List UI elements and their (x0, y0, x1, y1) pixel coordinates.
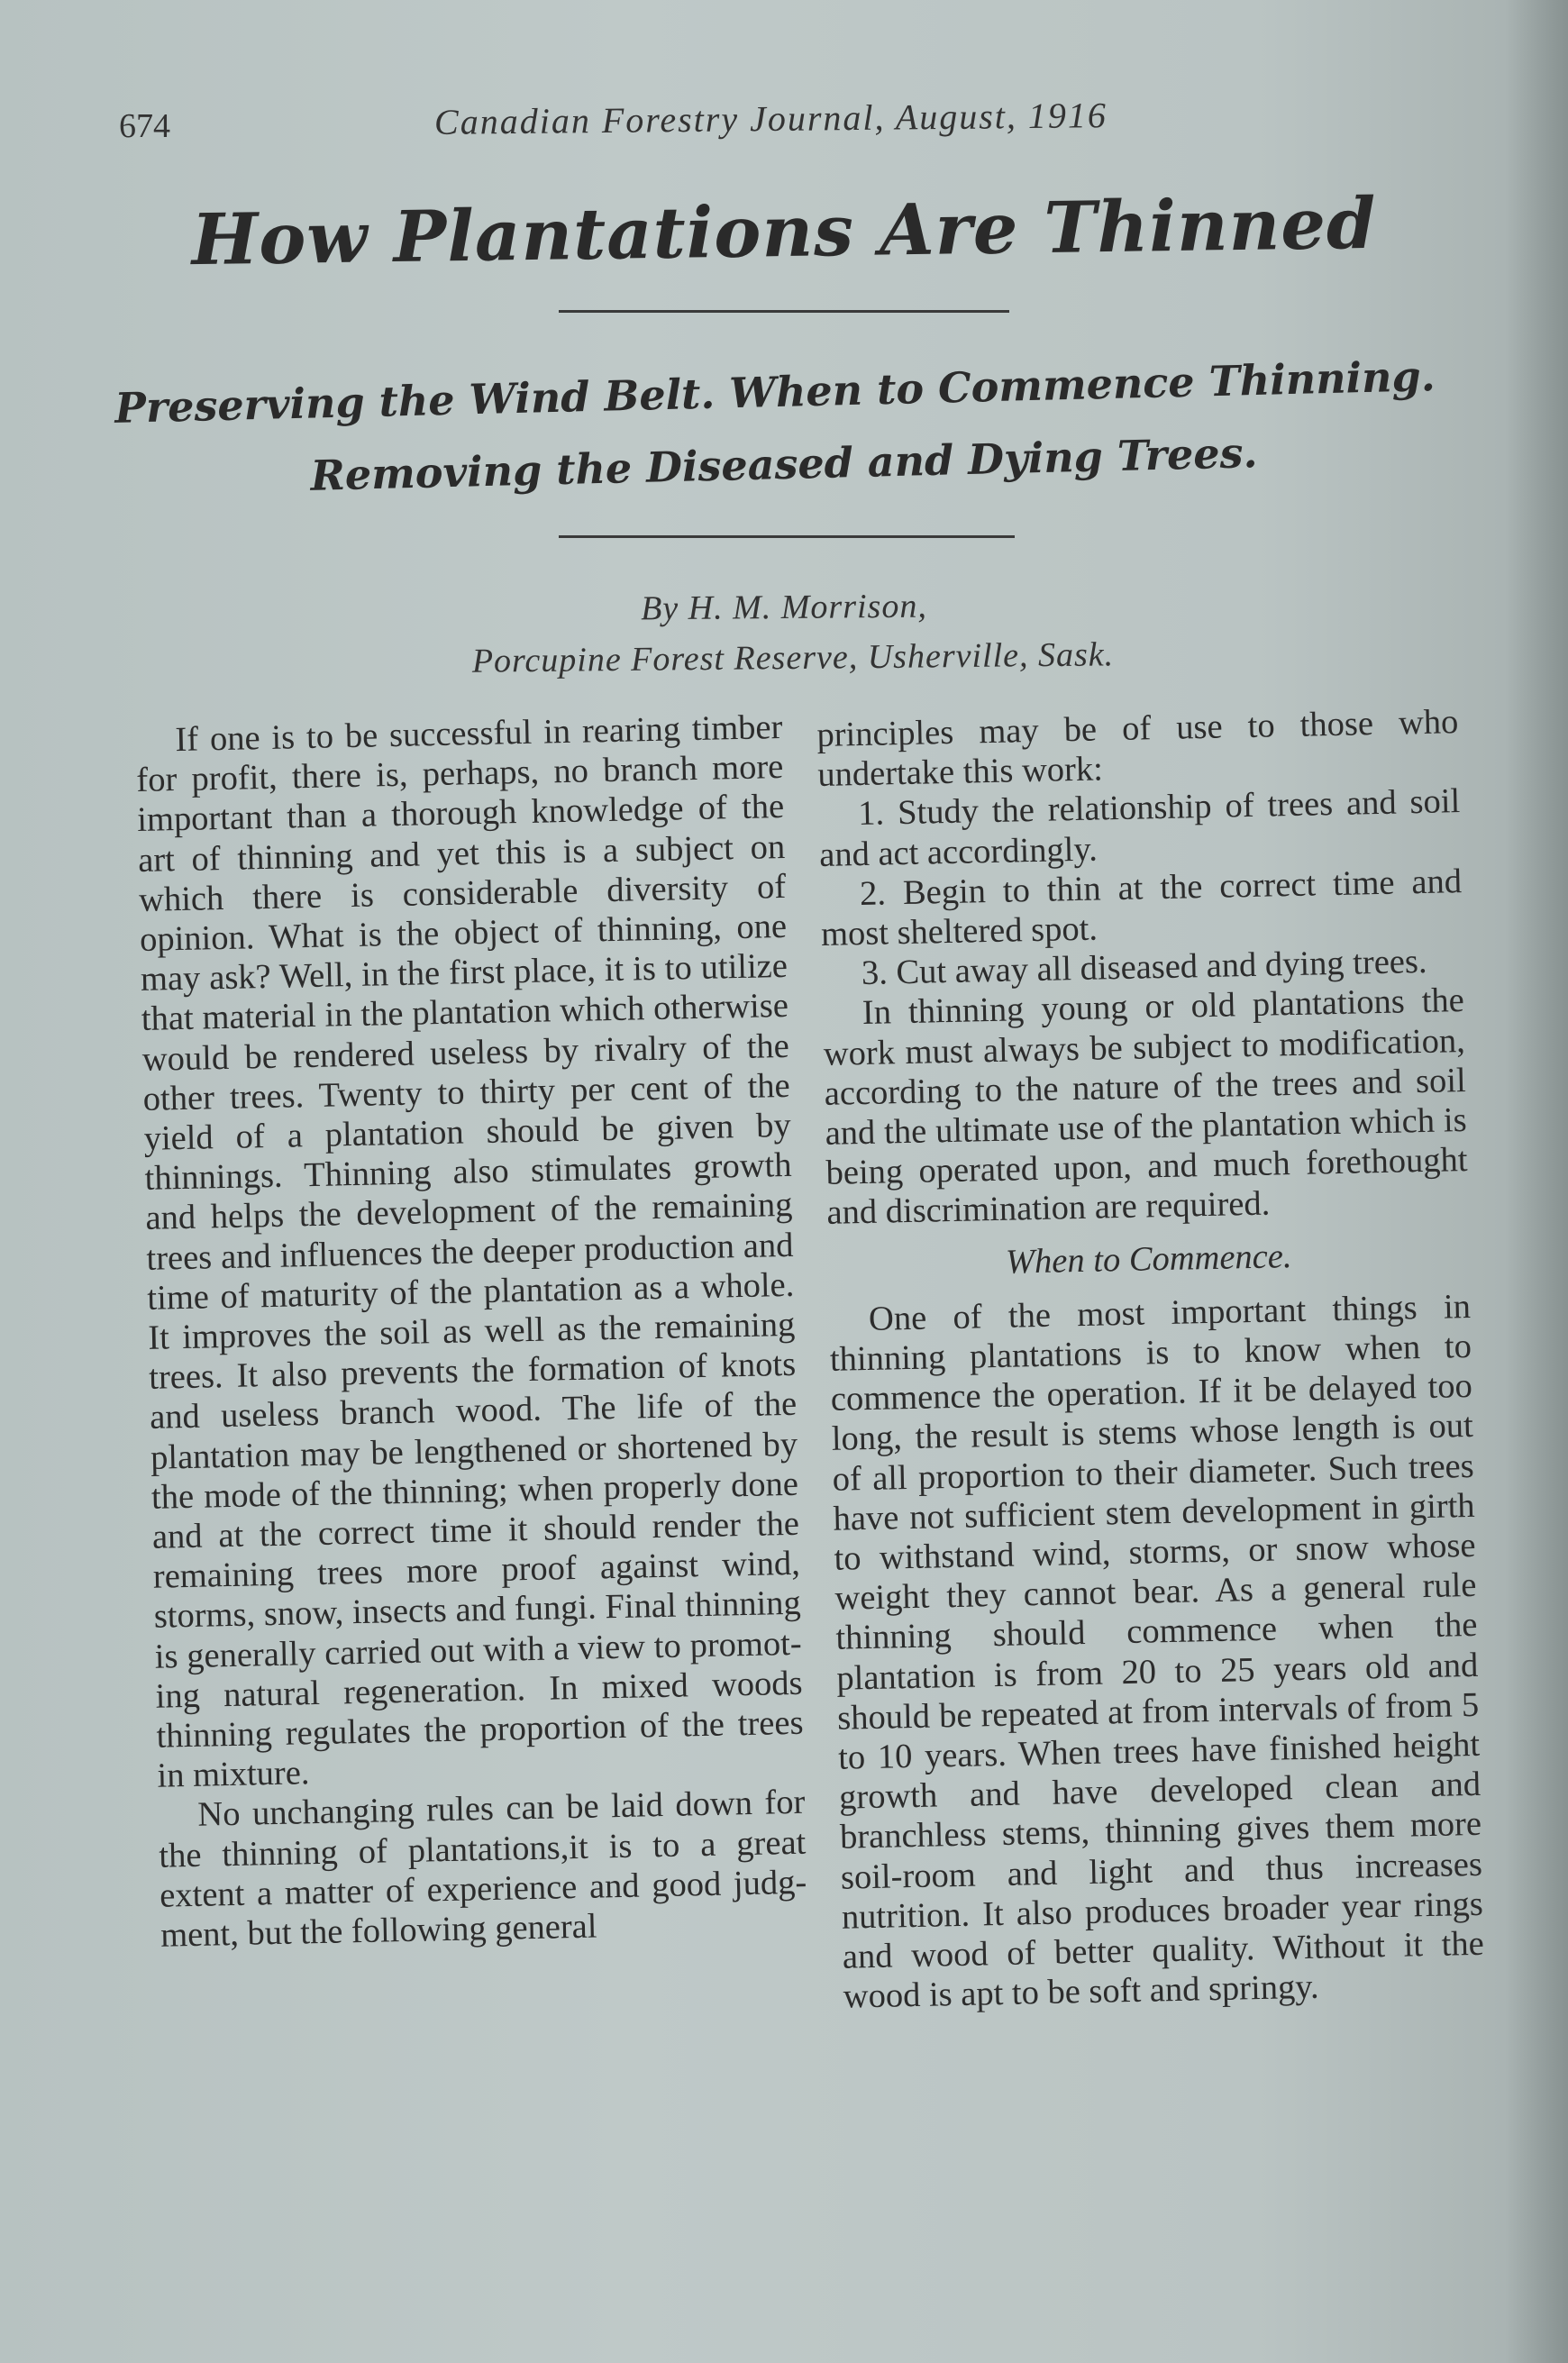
principle-item-2: 2. Begin to thin at the correct time and most sheltered spot. (820, 862, 1463, 953)
title-rule (559, 310, 1009, 313)
page-number: 674 (119, 107, 170, 145)
article-title: How Plantations Are Thinned (190, 182, 1378, 282)
principle-item-3: 3. Cut away all diseased and dying trees. (861, 943, 1427, 993)
right-column (816, 702, 1485, 2017)
subtitle-line-2: Removing the Diseased and Dying Trees. (309, 428, 1259, 500)
paragraph-principles: principles may be of use to those who undertake this work: (816, 703, 1459, 795)
author-byline: By H. M. Morrison, (640, 587, 928, 628)
section-heading-when-to-commence: When to Commence. (1005, 1236, 1292, 1282)
author-affiliation: Porcupine Forest Reserve, Usherville, Sask. (471, 635, 1115, 680)
left-column (135, 707, 808, 1956)
paragraph-when-to-commence: One of the most important things in thinning plantations is to know when to commence the operation. If it be delayed too long, the result is stems whose length is out of all proportion to their diameter. Such trees have not sufficient stem development in girth to withstand wind, storms, or snow whose weight they cannot bear. As a general rule thinning should commence when the plantation is from 20 to 25 years old and should be repeated at from intervals of from 5 to 10 years. When trees have finished height growth and have developed clean and branchless stems, thinning gives them more soil-room and light and thus increases nutrition. It also produces broader year rings and wood of better quality. Without it the wood is apt to be soft and springy. (829, 1287, 1485, 2016)
paragraph-intro: If one is to be successful in rearing timber for profit, there is, perhaps, no branch more important than a thorough knowledge of the art of thinning and yet this is a subject on which there is considerable diversity of opinion. What is the object of thinning, one may ask? Well, in the first place, it is to utilize that material in the plantation which otherwise would be rendered useless by rivalry of the other trees. Twenty to thirty per cent of the yield of a plantation should be given by thinnings. Thinning also stimulates growth and helps the development of the remaining trees and influences the deeper production and time of maturity of the plantation as a whole. It improves the soil as well as the remaining trees. It also prevents the formation of knots and useless branch wood. The life of the plantation may be lengthened or shortened by the mode of the thinning; when properly done and at the correct time it should render the remaining trees more proof against wind, storms, snow, insects and fungi. Final thinning is generally carried out with a view to promoting natural regeneration. In mixed woods thinning regulates the proportion of the trees in mixture. (135, 707, 804, 1796)
subtitle-rule (559, 535, 1015, 538)
journal-title: Canadian Forestry Journal, August, 1916 (433, 95, 1108, 142)
paragraph-modification: In thinning young or old plantations the work must always be subject to modification, according to the nature of the trees and soil and the ultimate use of the plantation which is being operated upon, and much forethought and discrimination are required. (823, 981, 1468, 1233)
principle-item-1: 1. Study the relationship of trees and soil and act accordingly. (818, 782, 1461, 874)
subtitle-line-1: Preserving the Wind Belt. When to Commence Thinning. (114, 351, 1436, 433)
paragraph-rules: No unchanging rules can be laid down for the thinning of plantations,it is to a great extent a matter of experience and good judgment, but the following general (158, 1784, 807, 1955)
running-head (119, 97, 1471, 151)
